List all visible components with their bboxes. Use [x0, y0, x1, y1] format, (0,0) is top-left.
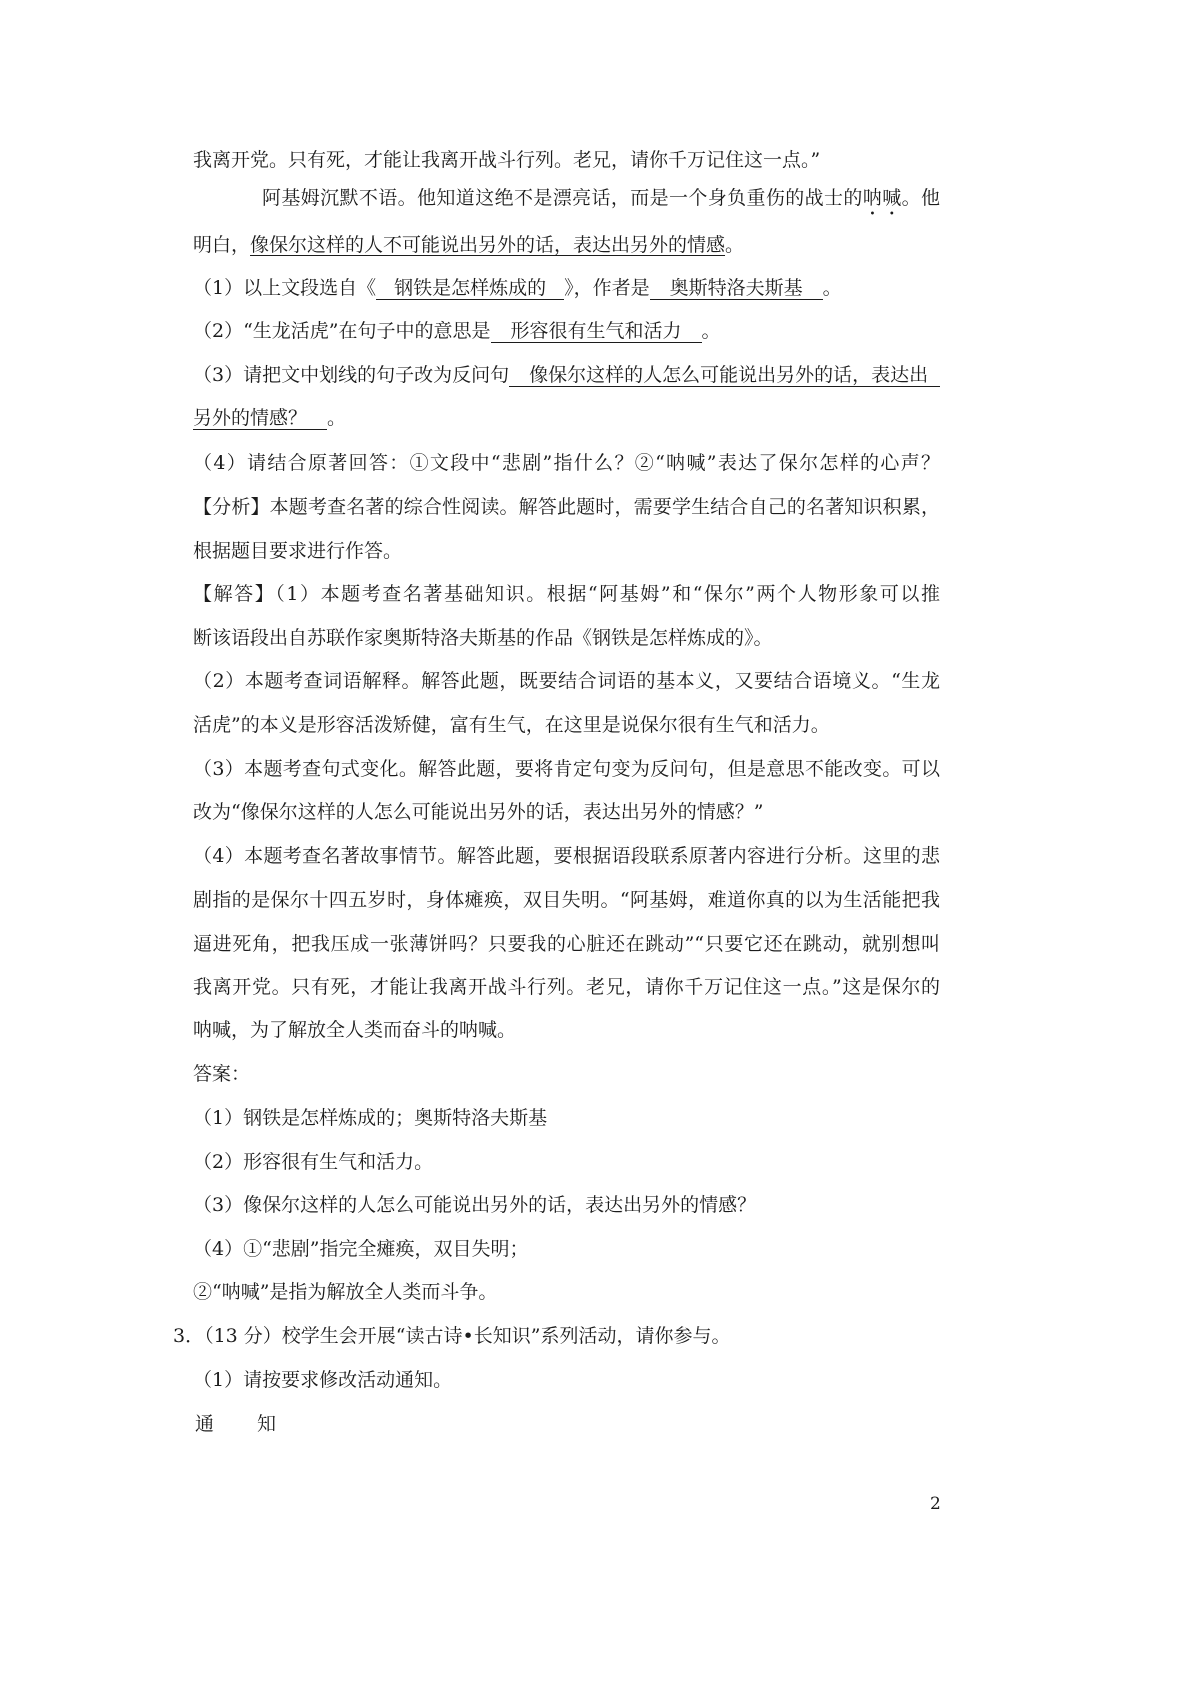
question-3-line-1 [193, 362, 940, 388]
solution-line [193, 581, 940, 607]
question-3-line-2 [193, 405, 346, 431]
question-3-stem: 3．（13 分）校学生会开展“读古诗•长知识”系列活动，请你参与。 [173, 1325, 731, 1347]
question-1 [193, 275, 842, 301]
passage-text: 明白， [193, 234, 251, 256]
answer-item: （4）①“悲剧”指完全瘫痪，双目失明； [193, 1238, 529, 1260]
solution-line: 剧指的是保尔十四五岁时，身体瘫痪，双目失明。“阿基姆，难道你真的以为生活能把我 [193, 889, 940, 911]
solution-line: 改为“像保尔这样的人怎么可能说出另外的话，表达出另外的情感？” [193, 801, 764, 823]
question-text: 。 [701, 320, 721, 342]
solution-line: 活虎”的本义是形容活泼矫健，富有生气，在这里是说保尔很有生气和活力。 [193, 714, 830, 736]
passage-line-1: 我离开党。只有死，才能让我离开战斗行列。老兄，请你千万记住这一点。” [193, 149, 821, 171]
passage-line-2 [262, 185, 940, 211]
analysis-line-1 [193, 494, 940, 520]
answers-label: 答案： [193, 1063, 251, 1085]
passage-text: 。 [725, 234, 745, 256]
question-text: （3）请把文中划线的句子改为反问句 [193, 364, 510, 386]
question-text: （2）“生龙活虎”在句子中的意思是 [193, 320, 491, 342]
emphasized-word: 呐喊 [862, 187, 902, 209]
analysis-label: 【分析】 [193, 496, 270, 518]
solution-line: 断该语段出自苏联作家奥斯特洛夫斯基的作品《钢铁是怎样炼成的》。 [193, 627, 773, 649]
solution-line: （2）本题考查词语解释。解答此题，既要结合词语的基本义，又要结合语境义。“生龙 [193, 670, 940, 692]
question-4: （4）请结合原著回答：①文段中“悲剧”指什么？②“呐喊”表达了保尔怎样的心声？ [193, 452, 940, 474]
solution-line: 逼进死角，把我压成一张薄饼吗？只要我的心脏还在跳动”“只要它还在跳动，就别想叫 [193, 933, 940, 955]
question-text: 。 [327, 407, 347, 429]
answer-item: （3）像保尔这样的人怎么可能说出另外的话，表达出另外的情感？ [193, 1194, 757, 1216]
underlined-sentence: 像保尔这样的人不可能说出另外的话，表达出另外的情感 [250, 234, 726, 256]
answer-item: ②“呐喊”是指为解放全人类而斗争。 [193, 1281, 498, 1303]
question-text: 。 [822, 277, 842, 299]
notice-title: 通知 [195, 1413, 320, 1435]
passage-line-3 [193, 232, 744, 258]
answer-blank-meaning: 形容很有生气和活力 [491, 320, 702, 343]
solution-text: （1）本题考查名著基础知识。根据“阿基姆”和“保尔”两个人物形象可以推 [275, 583, 940, 605]
answer-blank-author: 奥斯特洛夫斯基 [650, 277, 823, 300]
passage-text: 阿基姆沉默不语。他知道这绝不是漂亮话，而是一个身负重伤的战士的 [262, 187, 863, 209]
question-text: （1）以上文段选自《 [193, 277, 377, 299]
analysis-text: 本题考查名著的综合性阅读。解答此题时，需要学生结合自己的名著知识积累， [269, 496, 940, 518]
passage-text: 。他 [901, 187, 940, 209]
answer-blank-book: 钢铁是怎样炼成的 [376, 277, 564, 300]
answer-blank-rhetorical-cont: 另外的情感？ [193, 407, 327, 430]
question-2 [193, 318, 721, 344]
answer-item: （1）钢铁是怎样炼成的；奥斯特洛夫斯基 [193, 1107, 548, 1129]
solution-line: （3）本题考查句式变化。解答此题，要将肯定句变为反问句，但是意思不能改变。可以 [193, 758, 940, 780]
solution-line: 我离开党。只有死，才能让我离开战斗行列。老兄，请你千万记住这一点。”这是保尔的 [193, 976, 940, 998]
answer-item: （2）形容很有生气和活力。 [193, 1151, 434, 1173]
analysis-line-2: 根据题目要求进行作答。 [193, 540, 403, 562]
question-3-sub-1: （1）请按要求修改活动通知。 [193, 1369, 453, 1391]
page-number: 2 [930, 1494, 941, 1514]
solution-line: （4）本题考查名著故事情节。解答此题，要根据语段联系原著内容进行分析。这里的悲 [193, 845, 940, 867]
solution-label: 【解答】 [193, 583, 276, 605]
answer-blank-rhetorical: 像保尔这样的人怎么可能说出另外的话，表达出 [509, 362, 940, 387]
question-text: 》，作者是 [564, 277, 650, 299]
solution-line: 呐喊，为了解放全人类而奋斗的呐喊。 [193, 1019, 517, 1041]
